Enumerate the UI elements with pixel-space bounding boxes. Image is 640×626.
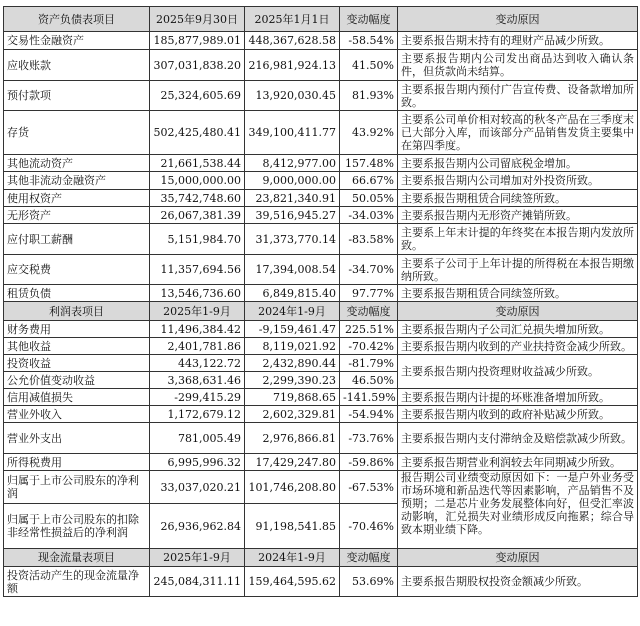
change-cell: -34.03% bbox=[340, 207, 398, 224]
header-cell: 变动原因 bbox=[398, 549, 638, 567]
value-cell: 448,367,628.58 bbox=[245, 32, 340, 50]
item-cell: 预付款项 bbox=[4, 81, 150, 111]
reason-cell: 主要系报告期股权投资金额减少所致。 bbox=[398, 567, 638, 597]
value-cell: 23,821,340.91 bbox=[245, 190, 340, 207]
income-header-row bbox=[4, 302, 638, 321]
change-cell: 43.92% bbox=[340, 111, 398, 155]
value-cell: 17,429,247.80 bbox=[245, 454, 340, 471]
value-cell: 15,000,000.00 bbox=[150, 172, 245, 190]
header-cell: 变动幅度 bbox=[340, 302, 398, 321]
value-cell: 2,432,890.44 bbox=[245, 355, 340, 372]
value-cell: 11,496,384.42 bbox=[150, 321, 245, 338]
item-cell: 其他收益 bbox=[4, 338, 150, 355]
value-cell: 35,742,748.60 bbox=[150, 190, 245, 207]
change-cell: -70.46% bbox=[340, 504, 398, 549]
table-row bbox=[4, 355, 638, 372]
value-cell: 33,037,020.21 bbox=[150, 471, 245, 504]
change-cell: -67.53% bbox=[340, 471, 398, 504]
reason-cell: 主要系报告期内子公司汇兑损失增加所致。 bbox=[398, 321, 638, 338]
change-cell: -73.76% bbox=[340, 423, 398, 454]
item-cell: 存货 bbox=[4, 111, 150, 155]
value-cell: 2,976,866.81 bbox=[245, 423, 340, 454]
change-cell: 66.67% bbox=[340, 172, 398, 190]
reason-cell: 主要系报告期内投资理财收益减少所致。 bbox=[398, 355, 638, 389]
item-cell: 信用减值损失 bbox=[4, 389, 150, 406]
header-cell: 2025年1-9月 bbox=[150, 302, 245, 321]
reason-cell: 主要系报告期末持有的理财产品减少所致。 bbox=[398, 32, 638, 50]
reason-cell: 主要系报告期内收到的产业扶持资金减少所致。 bbox=[398, 338, 638, 355]
reason-cell: 主要系报告期营业利润较去年同期减少所致。 bbox=[398, 454, 638, 471]
header-cell: 2024年1-9月 bbox=[245, 549, 340, 567]
change-cell: -59.86% bbox=[340, 454, 398, 471]
change-cell: 53.69% bbox=[340, 567, 398, 597]
value-cell: 216,981,924.13 bbox=[245, 50, 340, 81]
reason-cell: 主要系报告期内公司留底税金增加。 bbox=[398, 155, 638, 172]
value-cell: 26,936,962.84 bbox=[150, 504, 245, 549]
value-cell: 1,172,679.12 bbox=[150, 406, 245, 423]
header-cell: 2025年1-9月 bbox=[150, 549, 245, 567]
item-cell: 交易性金融资产 bbox=[4, 32, 150, 50]
item-cell: 使用权资产 bbox=[4, 190, 150, 207]
item-cell: 应付职工薪酬 bbox=[4, 224, 150, 255]
header-cell: 变动原因 bbox=[398, 302, 638, 321]
value-cell: 6,849,815.40 bbox=[245, 285, 340, 302]
item-cell: 归属于上市公司股东的净利润 bbox=[4, 471, 150, 504]
value-cell: 185,877,989.01 bbox=[150, 32, 245, 50]
table-row bbox=[4, 111, 638, 155]
value-cell: 719,868.65 bbox=[245, 389, 340, 406]
reason-cell: 主要系子公司于上年计提的所得税在本报告期缴纳所致。 bbox=[398, 255, 638, 285]
table-row bbox=[4, 389, 638, 406]
value-cell: 2,299,390.23 bbox=[245, 372, 340, 389]
value-cell: 159,464,595.62 bbox=[245, 567, 340, 597]
table-row bbox=[4, 155, 638, 172]
change-cell: 50.05% bbox=[340, 190, 398, 207]
item-cell: 应交税费 bbox=[4, 255, 150, 285]
value-cell: 26,067,381.39 bbox=[150, 207, 245, 224]
change-cell: -58.54% bbox=[340, 32, 398, 50]
item-cell: 营业外支出 bbox=[4, 423, 150, 454]
item-cell: 其他非流动金融资产 bbox=[4, 172, 150, 190]
value-cell: 8,412,977.00 bbox=[245, 155, 340, 172]
change-cell: 81.93% bbox=[340, 81, 398, 111]
value-cell: 349,100,411.77 bbox=[245, 111, 340, 155]
change-cell: 46.50% bbox=[340, 372, 398, 389]
table-row bbox=[4, 190, 638, 207]
header-cell: 变动原因 bbox=[398, 7, 638, 32]
table-row bbox=[4, 406, 638, 423]
reason-cell: 主要系报告期内收到的政府补贴减少所致。 bbox=[398, 406, 638, 423]
reason-cell: 报告期公司业绩变动原因如下：一是户外业务受市场环境和新品迭代等因素影响，产品销售不及预期；二是芯片业务发展整体向好，但受汇率波动影响，汇兑损失对业绩形成反向拖累；综合导致本期业绩下降。 bbox=[398, 471, 638, 549]
value-cell: 502,425,480.41 bbox=[150, 111, 245, 155]
reason-cell: 主要系公司单价相对较高的秋冬产品在三季度末已大部分入库，而该部分产品销售发货主要集中在第四季度。 bbox=[398, 111, 638, 155]
value-cell: 245,084,311.11 bbox=[150, 567, 245, 597]
balance-header-row bbox=[4, 7, 638, 32]
reason-cell: 主要系报告期内支付滞纳金及赔偿款减少所致。 bbox=[398, 423, 638, 454]
table-row bbox=[4, 454, 638, 471]
value-cell: 101,746,208.80 bbox=[245, 471, 340, 504]
reason-cell: 主要系报告期内无形资产摊销所致。 bbox=[398, 207, 638, 224]
change-cell: 225.51% bbox=[340, 321, 398, 338]
table-row bbox=[4, 207, 638, 224]
header-cell: 变动幅度 bbox=[340, 549, 398, 567]
header-cell: 2024年1-9月 bbox=[245, 302, 340, 321]
item-cell: 应收账款 bbox=[4, 50, 150, 81]
header-cell: 利润表项目 bbox=[4, 302, 150, 321]
table-row bbox=[4, 50, 638, 81]
value-cell: 5,151,984.70 bbox=[150, 224, 245, 255]
value-cell: 13,546,736.60 bbox=[150, 285, 245, 302]
value-cell: 9,000,000.00 bbox=[245, 172, 340, 190]
table-row bbox=[4, 285, 638, 302]
item-cell: 营业外收入 bbox=[4, 406, 150, 423]
change-cell: -34.70% bbox=[340, 255, 398, 285]
item-cell: 财务费用 bbox=[4, 321, 150, 338]
header-cell: 现金流量表项目 bbox=[4, 549, 150, 567]
item-cell: 投资收益 bbox=[4, 355, 150, 372]
reason-cell: 主要系报告期租赁合同续签所致。 bbox=[398, 285, 638, 302]
item-cell: 其他流动资产 bbox=[4, 155, 150, 172]
table-row bbox=[4, 567, 638, 597]
change-cell: -81.79% bbox=[340, 355, 398, 372]
item-cell: 所得税费用 bbox=[4, 454, 150, 471]
item-cell: 投资活动产生的现金流量净额 bbox=[4, 567, 150, 597]
value-cell: 91,198,541.85 bbox=[245, 504, 340, 549]
value-cell: -299,415.29 bbox=[150, 389, 245, 406]
value-cell: 3,368,631.46 bbox=[150, 372, 245, 389]
financial-changes-table bbox=[3, 6, 638, 597]
change-cell: -54.94% bbox=[340, 406, 398, 423]
header-cell: 2025年1月1日 bbox=[245, 7, 340, 32]
item-cell: 租赁负债 bbox=[4, 285, 150, 302]
change-cell: 97.77% bbox=[340, 285, 398, 302]
value-cell: 21,661,538.44 bbox=[150, 155, 245, 172]
value-cell: 13,920,030.45 bbox=[245, 81, 340, 111]
change-cell: -141.59% bbox=[340, 389, 398, 406]
change-cell: -70.42% bbox=[340, 338, 398, 355]
reason-cell: 主要系报告期内公司增加对外投资所致。 bbox=[398, 172, 638, 190]
value-cell: 11,357,694.56 bbox=[150, 255, 245, 285]
table-row bbox=[4, 224, 638, 255]
value-cell: 25,324,605.69 bbox=[150, 81, 245, 111]
change-cell: 157.48% bbox=[340, 155, 398, 172]
reason-cell: 主要系报告期内计提的坏账准备增加所致。 bbox=[398, 389, 638, 406]
table-row bbox=[4, 471, 638, 504]
table-row bbox=[4, 255, 638, 285]
cashflow-header-row bbox=[4, 549, 638, 567]
value-cell: 307,031,838.20 bbox=[150, 50, 245, 81]
table-row bbox=[4, 81, 638, 111]
header-cell: 资产负债表项目 bbox=[4, 7, 150, 32]
reason-cell: 主要系报告期内公司发出商品达到收入确认条件，但货款尚未结算。 bbox=[398, 50, 638, 81]
value-cell: 31,373,770.14 bbox=[245, 224, 340, 255]
change-cell: 41.50% bbox=[340, 50, 398, 81]
value-cell: -9,159,461.47 bbox=[245, 321, 340, 338]
change-cell: -83.58% bbox=[340, 224, 398, 255]
value-cell: 443,122.72 bbox=[150, 355, 245, 372]
value-cell: 39,516,945.27 bbox=[245, 207, 340, 224]
value-cell: 17,394,008.54 bbox=[245, 255, 340, 285]
reason-cell: 主要系上年末计提的年终奖在本报告期内发放所致。 bbox=[398, 224, 638, 255]
item-cell: 无形资产 bbox=[4, 207, 150, 224]
table-row bbox=[4, 321, 638, 338]
item-cell: 归属于上市公司股东的扣除非经常性损益后的净利润 bbox=[4, 504, 150, 549]
table-row bbox=[4, 172, 638, 190]
table-row bbox=[4, 338, 638, 355]
header-cell: 2025年9月30日 bbox=[150, 7, 245, 32]
reason-cell: 主要系报告期租赁合同续签所致。 bbox=[398, 190, 638, 207]
reason-cell: 主要系报告期内预付广告宣传费、设备款增加所致。 bbox=[398, 81, 638, 111]
value-cell: 2,602,329.81 bbox=[245, 406, 340, 423]
value-cell: 8,119,021.92 bbox=[245, 338, 340, 355]
header-cell: 变动幅度 bbox=[340, 7, 398, 32]
value-cell: 2,401,781.86 bbox=[150, 338, 245, 355]
table-row bbox=[4, 423, 638, 454]
value-cell: 6,995,996.32 bbox=[150, 454, 245, 471]
item-cell: 公允价值变动收益 bbox=[4, 372, 150, 389]
value-cell: 781,005.49 bbox=[150, 423, 245, 454]
table-row bbox=[4, 32, 638, 50]
